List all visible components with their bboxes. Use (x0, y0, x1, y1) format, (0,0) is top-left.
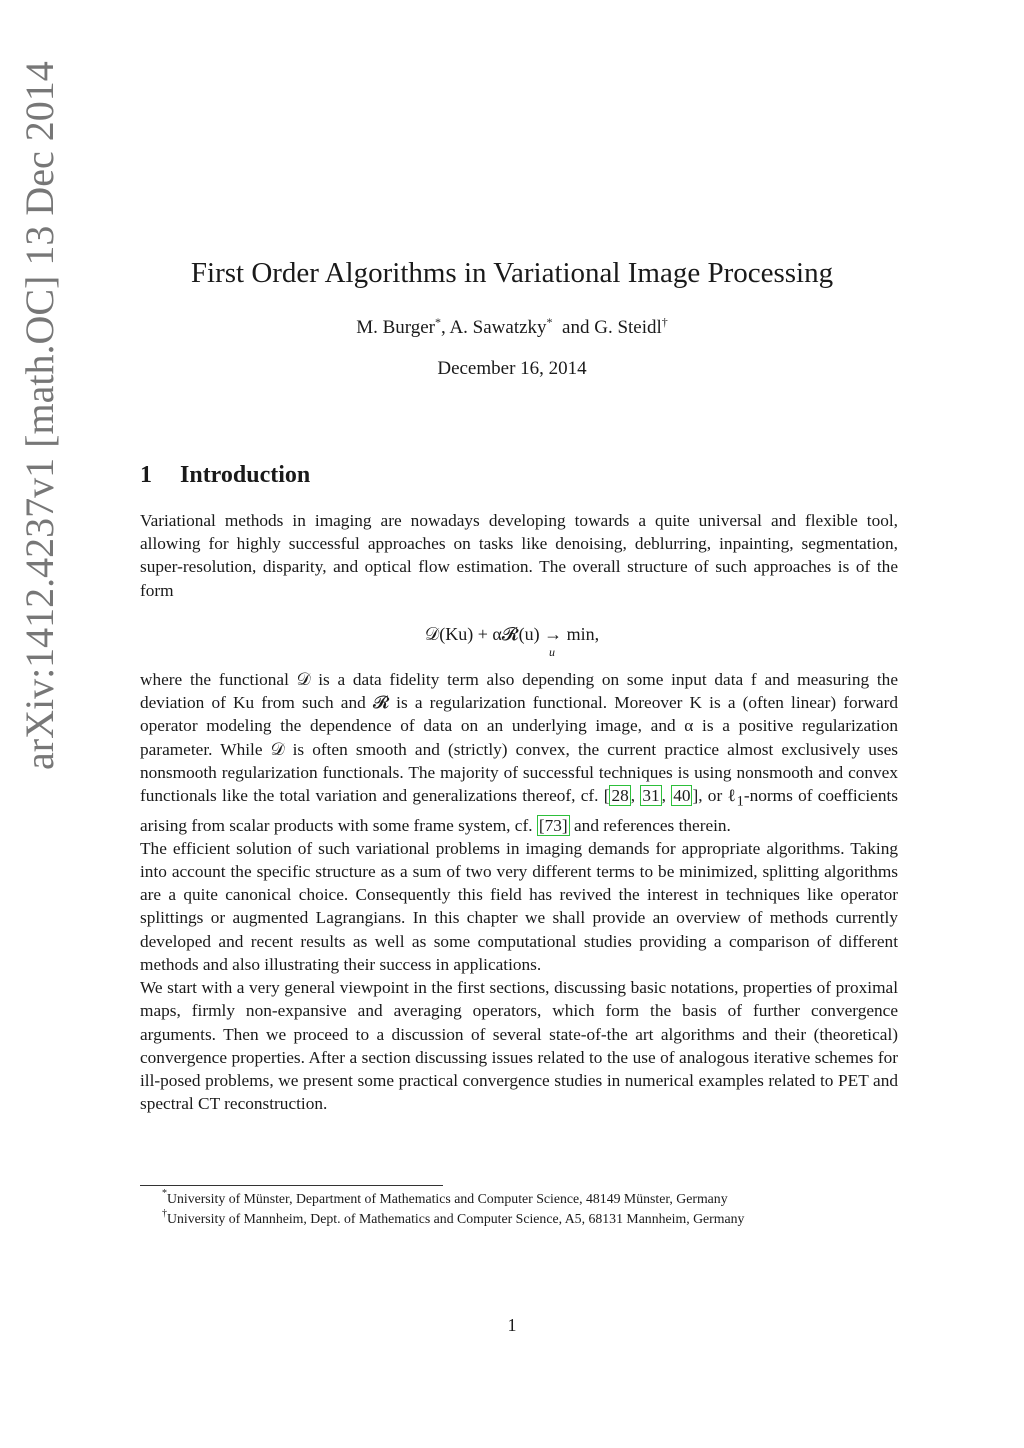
footnote-divider (140, 1185, 443, 1186)
intro-paragraph-block (140, 509, 898, 602)
footnote-text: University of Mannheim, Dept. of Mathematics and Computer Science, A5, 68131 Mannheim, Germany (167, 1211, 745, 1226)
equation-text: 𝒟(Ku) + α𝓡(u) → min, (424, 624, 600, 644)
author-and: and (562, 317, 590, 338)
paragraph: The efficient solution of such variational problems in imaging demands for appropriate algorithms. Taking into account the specific structure as a sum of two very different terms to be minimized, splitting algorithms are a quite canonical choice. Consequently this field has revived the interest in techniques like operator splittings or augmented Lagrangians. In this chapter we shall provide an overview of methods currently developed and recent results as well as some computational studies providing a comparison of different methods and also illustrating their success in applications. (140, 838, 898, 974)
author-name: M. Burger (356, 317, 435, 338)
subscript: 1 (736, 793, 744, 810)
paper-date: December 16, 2014 (437, 358, 587, 379)
section-number: 1 (140, 462, 152, 488)
text-run: where the functional 𝒟 is a data fidelity term also depending on some input data f and measuring the deviation of Ku from such and 𝓡 is a regularization functional. Moreover K is a (often linear) forward operator modeling the dependence of data on an underlying image, and α is a positive regularization parameter. While 𝒟 is often smooth and (strictly) convex, the current practice almost exclusively uses nonsmooth regularization functionals. The majority of successful techniques is using nonsmooth and convex functionals like the total variation and generalizations thereof, cf. [ (140, 670, 898, 806)
paragraph: We start with a very general viewpoint in the first sections, discussing basic notations, properties of proximal maps, firmly non-expansive and averaging operators, which form the basis of further convergence arguments. Then we proceed to a discussion of several state-of-the art algorithms and their (theoretical) convergence properties. After a section discussing issues related to the use of analogous iterative schemes for ill-posed problems, we present some practical convergence studies in numerical examples related to PET and spectral CT reconstruction. (140, 978, 898, 1114)
footnote (162, 1189, 902, 1209)
author-affiliation-mark[interactable]: * (435, 315, 441, 329)
author-list (0, 316, 1024, 340)
citation-link[interactable]: 28 (611, 786, 629, 806)
section-title: Introduction (180, 462, 311, 488)
author-name: G. Steidl (594, 317, 662, 338)
paragraph: where the functional 𝒟 is a data fidelity term also depending on some input data f and measuring the deviation of Ku from such and 𝓡 is a regularization functional. Moreover K is a (often linear) forward operator modeling the dependence of data on an underlying image, and α is a positive regularization parameter. While 𝒟 is often smooth and (strictly) convex, the current practice almost exclusively uses nonsmooth regularization functionals. The majority of successful techniques is using nonsmooth and convex functionals like the total variation and generalizations thereof, cf. [ 28 , 31 , 40 ], or ℓ$_1$-norms of coefficients arising from scalar products with some frame system, cf. [73] and references therein. (140, 670, 899, 835)
body-text (140, 668, 898, 1115)
text-run: and references therein. (569, 815, 731, 835)
footnote-mark: * (162, 1188, 167, 1199)
citation-link[interactable]: 31 (642, 786, 660, 806)
citation-link[interactable]: [73] (538, 815, 568, 835)
section-heading (140, 460, 310, 490)
paper-title: First Order Algorithms in Variational Image Processing (190, 257, 834, 289)
author-affiliation-mark[interactable]: * (546, 315, 553, 329)
text-run: -norms of coefficients arising from scalar products with some frame system, cf. (140, 786, 899, 835)
display-equation (0, 622, 1024, 658)
page-number: 1 (507, 1315, 517, 1335)
author-affiliation-mark[interactable]: † (661, 315, 668, 329)
author-separator: , (441, 317, 450, 338)
text-run: ], or ℓ (692, 786, 737, 806)
intro-paragraph: Variational methods in imaging are nowadays developing towards a quite universal and flexible tool, allowing for highly successful approaches on tasks like denoising, deblurring, inpainting, segmentation, super-resolution, disparity, and optical flow estimation. The overall structure of such approaches is of the form (140, 511, 898, 600)
footnotes (162, 1189, 902, 1229)
author-name: A. Sawatzky (449, 317, 547, 338)
footnote (162, 1209, 902, 1229)
equation-subscript: u (549, 645, 555, 659)
citation-link[interactable]: 40 (673, 786, 691, 806)
footnote-text: University of Münster, Department of Mathematics and Computer Science, 48149 Münster, Germany (167, 1191, 728, 1206)
arxiv-identifier-stamp: arXiv:1412.4237v1 [math.OC] 13 Dec 2014 (17, 61, 62, 770)
footnote-mark: † (162, 1208, 167, 1219)
